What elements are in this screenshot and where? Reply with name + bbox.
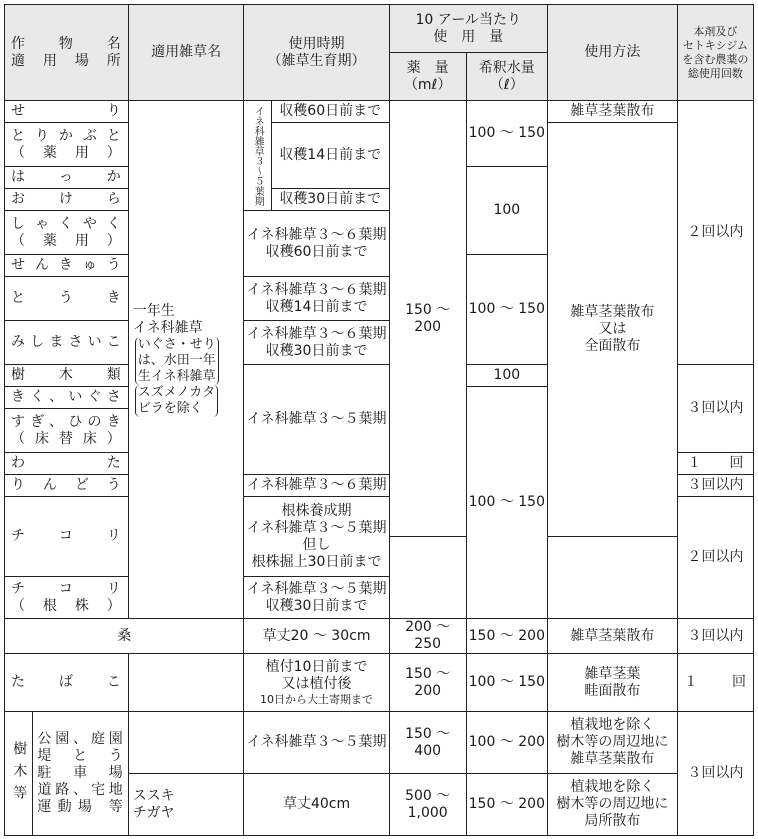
crop-tree-vertical: 樹木等: [5, 712, 33, 836]
dose-tree: 150 ～ 400: [389, 712, 466, 774]
weed-susuki: ススキ チガヤ: [128, 774, 244, 836]
weed-tree-empty: [128, 712, 244, 774]
period-tree: イネ科雑草３～５葉期: [244, 712, 389, 774]
crop-wata: わ た: [5, 453, 129, 475]
method-tree: 植栽地を除く 樹木等の周辺地に 雑草茎葉散布: [547, 712, 677, 774]
crop-rindou: りんどう: [5, 475, 129, 497]
method-tabako: 雑草茎葉 畦面散布: [547, 654, 677, 712]
dilution-kuwa: 150 ～ 200: [466, 619, 547, 654]
count-c3: １ 回: [677, 453, 753, 475]
crop-touki: と う き: [5, 277, 129, 321]
header-weed: 適用雑草名: [128, 5, 244, 101]
dilution-r3: 100 ～ 150: [466, 255, 547, 365]
crop-torikabuto: とりかぶと （ 薬 用 ）: [5, 123, 129, 167]
count-c2: ３回以内: [677, 365, 753, 453]
crop-shakuyaku: しゃくやく （ 薬 用 ）: [5, 211, 129, 255]
weed-tabako-empty: [128, 654, 244, 712]
dilution-tabako: 100 ～ 150: [466, 654, 547, 712]
period-chikori-root: イネ科雑草３～５葉期 収穫30日前まで: [244, 577, 389, 619]
crop-tree-places: 公園、庭園 堤 と う 駐 車 場 道路、宅地 運動場 等: [33, 712, 128, 836]
dose-main: 150 ～ 200: [389, 101, 466, 537]
dilution-tree: 100 ～ 200: [466, 712, 547, 774]
period-chikori: 根株養成期 イネ科雑草３～５葉期 但し 根株掘上30日前まで: [244, 497, 389, 577]
count-c4: ３回以内: [677, 475, 753, 497]
dilution-r2: 100: [466, 167, 547, 255]
crop-tabako: た ば こ: [5, 654, 129, 712]
header-count: 本剤及び セトキシジム を含む農薬の 総使用回数: [677, 5, 753, 101]
count-kuwa: ３回以内: [677, 619, 753, 654]
pesticide-usage-table: [4, 4, 754, 836]
dilution-susuki: 150 ～ 200: [466, 774, 547, 836]
header-dilution: 希釈水量 （ℓ）: [466, 53, 547, 101]
method-susuki: 植栽地を除く 樹木等の周辺地に 局所散布: [547, 774, 677, 836]
period-vertical: イネ科雑草３～５葉期: [244, 101, 271, 211]
crop-seri: せ り: [5, 101, 129, 123]
period-kuwa: 草丈20 ～ 30cm: [244, 619, 389, 654]
crop-sugi: すぎ、ひのき （ 床 替 床 ）: [5, 409, 129, 453]
weed-annual-grass: 一年生 イネ科雑草 いぐさ・せり は、水田一年 生イネ科雑草 スズメノカタ ビラを除く: [128, 101, 244, 619]
dose-susuki: 500 ～ 1,000: [389, 774, 466, 836]
count-c1: ２回以内: [677, 101, 753, 365]
method-main: 雑草茎葉散布 又は 全面散布: [547, 123, 677, 537]
dilution-r4: 100: [466, 365, 547, 387]
crop-chikori: チ コ リ: [5, 497, 129, 577]
period-36-60: イネ科雑草３～６葉期 収穫60日前まで: [244, 211, 389, 277]
header-crop: 作 物 名 適用場所: [5, 5, 129, 101]
period-h14: 収穫14日前まで: [271, 123, 389, 189]
crop-mishimasaiko: みしまさいこ: [5, 321, 129, 365]
count-tabako: １ 回: [677, 654, 753, 712]
count-tree: ３回以内: [677, 712, 753, 836]
dilution-r1: 100 ～ 150: [466, 101, 547, 167]
crop-jumokurui: 樹 木 類: [5, 365, 129, 387]
header-method: 使用方法: [547, 5, 677, 101]
dilution-r5: 100 ～ 150: [466, 387, 547, 619]
method-seri: 雑草茎葉散布: [547, 101, 677, 123]
weed-note: いぐさ・せり は、水田一年 生イネ科雑草: [135, 337, 219, 385]
header-period: 使用時期 （雑草生育期）: [244, 5, 389, 101]
crop-kuwa: 桑: [5, 619, 244, 654]
crop-senkyu: せんきゅう: [5, 255, 129, 277]
period-h60: 収穫60日前まで: [271, 101, 389, 123]
crop-hakka: は っ か: [5, 167, 129, 189]
method-kuwa: 雑草茎葉散布: [547, 619, 677, 654]
period-tabako: 植付10日前まで 又は植付後 10日から大土寄期まで: [244, 654, 389, 712]
period-35-a: イネ科雑草３～５葉期: [244, 365, 389, 475]
crop-kiku: きく、いぐさ: [5, 387, 129, 409]
period-h30: 収穫30日前まで: [271, 189, 389, 211]
period-36: イネ科雑草３～６葉期: [244, 475, 389, 497]
period-36-30: イネ科雑草３～６葉期 収穫30日前まで: [244, 321, 389, 365]
count-c5: ２回以内: [677, 497, 753, 619]
header-per-10a: 10 アール当たり 使 用 量: [389, 5, 547, 53]
period-36-14: イネ科雑草３～６葉期 収穫14日前まで: [244, 277, 389, 321]
crop-chikori-root: チ コ リ （ 根 株 ）: [5, 577, 129, 619]
dose-kuwa: 200 ～ 250: [389, 619, 466, 654]
crop-okera: お け ら: [5, 189, 129, 211]
header-dose: 薬 量 （mℓ）: [389, 53, 466, 101]
dose-tabako: 150 ～ 200: [389, 654, 466, 712]
period-susuki: 草丈40cm: [244, 774, 389, 836]
